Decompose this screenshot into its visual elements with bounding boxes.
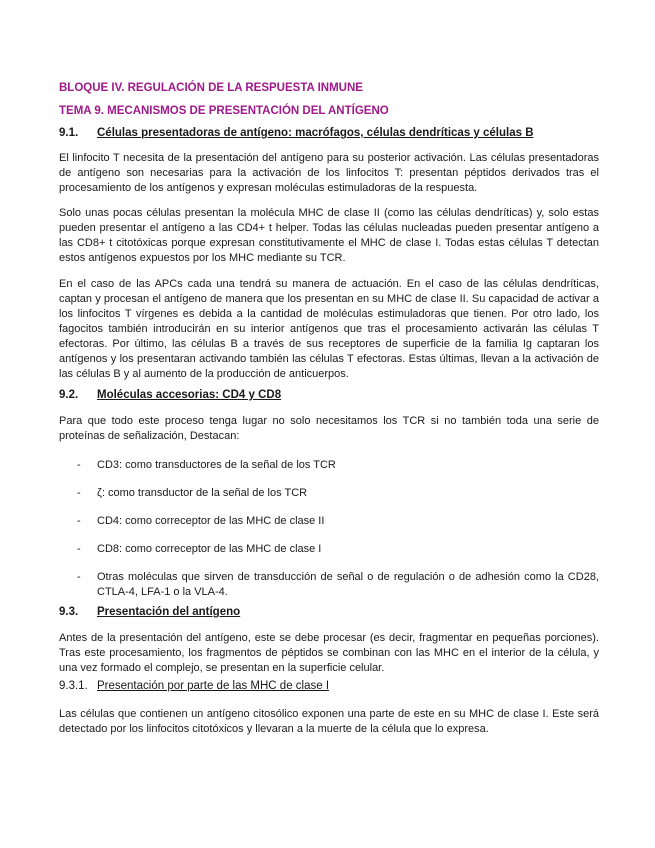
- bullet-marker: -: [77, 459, 81, 471]
- list-item: [59, 486, 599, 501]
- section-heading-9-3: [59, 604, 599, 620]
- list-item: [59, 542, 599, 557]
- subsection-heading-9-3-1: [59, 678, 599, 694]
- list-item-text: Otras moléculas que sirven de transducción de señal o de regulación o de adhesión como la CD28, CTLA-4, LFA-1 o la VLA-4.: [97, 571, 599, 598]
- list-item-text: ζ: como transductor de la señal de los TCR: [97, 487, 308, 499]
- section-number: 9.1.: [59, 127, 79, 139]
- paragraph: Antes de la presentación del antígeno, este se debe procesar (es decir, fragmentar en pequeñas porciones). Tras este procesamiento, los fragmentos de péptidos se combinan con las MHC en el interior de la célula, y una vez formado el complejo, se presentan en la superficie celular.: [59, 632, 599, 674]
- list-item: [59, 570, 599, 600]
- list-item-text: CD8: como correceptor de las MHC de clase I: [97, 543, 322, 555]
- document-page: [59, 80, 599, 737]
- list-item-text: CD4: como correceptor de las MHC de clase II: [97, 515, 325, 527]
- section-heading-9-2: [59, 387, 599, 403]
- subsection-title: Presentación por parte de las MHC de clase I: [97, 680, 330, 692]
- subsection-number: 9.3.1.: [59, 680, 88, 692]
- paragraph: Solo unas pocas células presentan la molécula MHC de clase II (como las células dendríticas) y, solo estas pueden presentar el antígeno a las CD4+ t helper. Todas las células nucleadas pueden presentar antígeno a las CD8+ t citotóxicas porque expresan constitutivamente el MHC de clase I. Todas estas células T detectan estos antígenos expuestos por los MHC mediante su TCR.: [59, 207, 599, 264]
- paragraph: El linfocito T necesita de la presentación del antígeno para su posterior activación. Las células presentadoras de antígeno son necesarias para la activación de los linfocitos T: presentan péptidos derivados tras el procesamiento de los antígenos y expresan moléculas estimuladoras de la respuesta.: [59, 152, 599, 194]
- bullet-list: [59, 458, 599, 600]
- bullet-marker: -: [77, 543, 81, 555]
- bullet-marker: -: [77, 571, 81, 583]
- paragraph: En el caso de las APCs cada una tendrá su manera de actuación. En el caso de las células dendríticas, captan y procesan el antígeno de manera que los presentan en su MHC de clase II. Su capacidad de activar a los linfocitos T vírgenes es debida a la cantidad de moléculas estimuladoras que tienen. Por otro lado, los fagocitos también introducirán en su interior antígenos que tras el procesamiento activarán las células T efectoras. Por último, las células B a través de sus receptores de superficie de la familia Ig captaran los antígenos y los presentaran activando también las células T efectoras. Estas últimas, llevan a la activación de las células B y al aumento de la producción de anticuerpos.: [59, 278, 599, 380]
- section-number: 9.2.: [59, 389, 79, 401]
- section-title: Presentación del antígeno: [97, 606, 241, 618]
- list-item: [59, 514, 599, 529]
- block-title: BLOQUE IV. REGULACIÓN DE LA RESPUESTA INMUNE: [59, 82, 363, 94]
- bullet-marker: -: [77, 515, 81, 527]
- chapter-title: TEMA 9. MECANISMOS DE PRESENTACIÓN DEL ANTÍGENO: [59, 105, 389, 117]
- list-item-text: CD3: como transductores de la señal de los TCR: [97, 459, 336, 471]
- paragraph: Las células que contienen un antígeno citosólico exponen una parte de este en su MHC de clase I. Este será detectado por los linfocitos citotóxicos y llevaran a la muerte de la célula que lo expresa.: [59, 708, 599, 735]
- bullet-marker: -: [77, 487, 81, 499]
- section-title: Moléculas accesorias: CD4 y CD8: [97, 389, 282, 401]
- section-heading-9-1: [59, 125, 599, 141]
- section-number: 9.3.: [59, 606, 79, 618]
- list-item: [59, 458, 599, 473]
- section-title: Células presentadoras de antígeno: macrófagos, células dendríticas y células B: [97, 127, 534, 139]
- paragraph: Para que todo este proceso tenga lugar no solo necesitamos los TCR si no también toda una serie de proteínas de señalización, Destacan:: [59, 415, 599, 442]
